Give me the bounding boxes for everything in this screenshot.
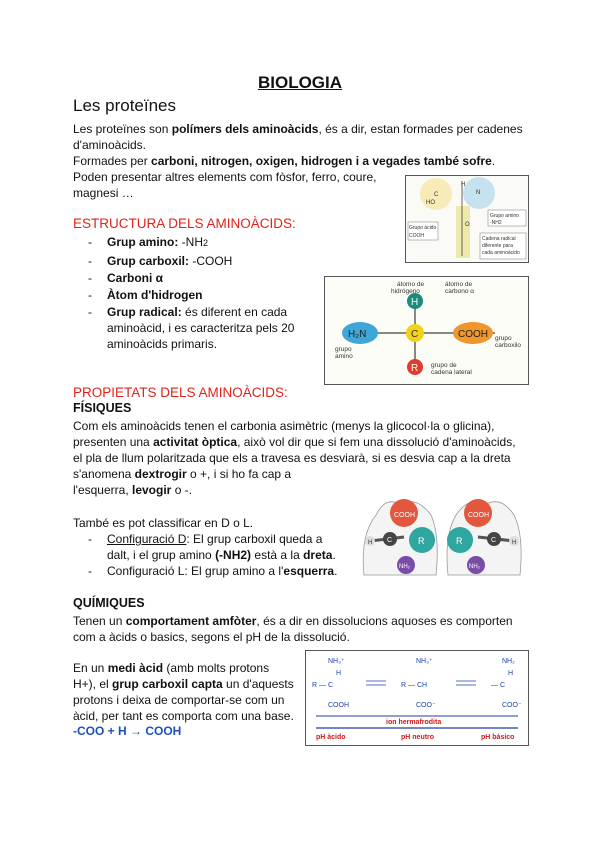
fig-small-label: Grupo ácido [409, 225, 437, 231]
svg-text:hidrógeno: hidrógeno [391, 288, 420, 295]
svg-text:NH₂: NH₂ [399, 564, 410, 570]
structure-list: - Grup amino: -NH2 - Grup carboxil: -COOH - Carboni α - Àtom d'hidrogen - Grup radical: és diferent en cada aminoàcid, i es caracteritza pels 20 aminoàcids primaris. [88, 235, 295, 351]
svg-text:R — C: R — C [312, 682, 333, 689]
chirality-hands-diagram [356, 475, 528, 585]
ph-acid-label: pH àcido [316, 734, 346, 741]
paragraph-fisiques: Com els aminoàcids tenen el carbonia asimètric (menys la glicocol·la o glicina), presenten una activitat òptica, això vol dir que si fem una dissolució d'aminoàcids, el pla de llum polaritzada que els a travesa es desviarà, si es desvia cap a la dreta s'anomena dextrogir o +, i si ho fa cap a l'esquerra, levogir o -. [73, 419, 516, 497]
svg-text:COO⁻: COO⁻ [416, 702, 436, 709]
svg-text:R: R [418, 536, 425, 546]
fig-small-label: diferente para [482, 243, 513, 249]
fig-small-label: HO [426, 200, 435, 206]
heading-propietats: PROPIETATS DELS AMINOÀCIDS: [73, 385, 288, 400]
paragraph-medi-acid: En un medi àcid (amb molts protons H+), el grup carboxil capta un d'aquests protons i deixa de comportar-se com un àcid, per tant es comporta com una base. [73, 661, 294, 723]
svg-text:NH₂: NH₂ [502, 658, 515, 665]
fig-small-label: N [476, 190, 481, 196]
paragraph-dl-intro: També es pot classificar en D o L. [73, 516, 254, 530]
heading-estructura: ESTRUCTURA DELS AMINOÀCIDS: [73, 216, 296, 231]
ph-neutral-label: pH neutro [401, 734, 435, 741]
fig-small-label: cada aminoácido [482, 250, 520, 256]
svg-text:grupo de: grupo de [431, 362, 457, 369]
svg-text:carboxilo: carboxilo [495, 342, 522, 349]
amino-acid-small-diagram [405, 175, 529, 263]
svg-text:C: C [411, 329, 419, 340]
fig-small-label: O [465, 222, 470, 228]
svg-text:H: H [368, 540, 373, 546]
paragraph-quimiques: Tenen un comportament amfòter, és a dir en dissolucions aquoses es comporten com a àcids o basics, segons el pH de la dissolució. [73, 614, 513, 644]
svg-text:NH₂: NH₂ [469, 564, 480, 570]
svg-text:grupo: grupo [495, 335, 512, 342]
fig-small-label: Grupo amino [490, 213, 519, 219]
fig-small-label: C [434, 192, 439, 198]
fig-small-label: H [461, 182, 466, 188]
page-title: BIOLOGIA [257, 73, 343, 92]
configuration-list: - Configuració D: El grup carboxil queda a dalt, i el grup amino (-NH2) està a la dreta. - Configuració L: El grup amino a l'esquerra. [88, 532, 338, 578]
svg-text:NH₃⁺: NH₃⁺ [328, 658, 345, 665]
zwitterion-label: ion hermafrodita [386, 719, 442, 726]
svg-text:R: R [456, 536, 463, 546]
svg-text:NH₃⁺: NH₃⁺ [416, 658, 433, 665]
svg-text:átomo de: átomo de [445, 281, 473, 288]
svg-text:— C: — C [491, 682, 505, 689]
svg-text:H: H [512, 540, 517, 546]
svg-text:COOH: COOH [458, 329, 488, 340]
subheading-fisiques: FÍSIQUES [73, 401, 132, 415]
svg-text:C: C [491, 537, 497, 544]
svg-text:átomo de: átomo de [397, 281, 425, 288]
svg-text:COO⁻: COO⁻ [502, 702, 522, 709]
svg-text:H: H [336, 670, 342, 677]
svg-text:H₂N: H₂N [348, 329, 367, 340]
svg-text:carbono α: carbono α [445, 288, 475, 295]
paragraph-polimers: Les proteïnes son polímers dels aminoàcids, és a dir, estan formades per cadenes d'aminoàcids. [73, 122, 523, 152]
svg-text:R: R [411, 363, 419, 374]
reaction-equation: -COO + H → COOH [73, 724, 182, 738]
fig-small-label: COOH [409, 233, 424, 239]
section-heading-proteines: Les proteïnes [73, 96, 177, 115]
ph-diagram [305, 650, 529, 746]
svg-text:R — CH: R — CH [401, 682, 428, 689]
svg-text:COOH: COOH [394, 512, 415, 519]
fig-small-label: -NH2 [490, 220, 502, 226]
svg-text:C: C [387, 537, 393, 544]
svg-text:amino: amino [335, 353, 353, 360]
amino-acid-structure-diagram [324, 276, 529, 385]
svg-text:H: H [508, 670, 514, 677]
fig-small-label: Cadena radical [482, 236, 516, 242]
svg-text:grupo: grupo [335, 346, 352, 353]
svg-text:COOH: COOH [328, 702, 349, 709]
paragraph-other-elements: Poden presentar altres elements com fòsfor, ferro, coure, magnesi … [73, 170, 377, 200]
ph-basic-label: pH básico [481, 734, 515, 741]
svg-text:H: H [411, 297, 419, 308]
paragraph-elements: Formades per carboni, nitrogen, oxigen, hidrogen i a vegades també sofre. [73, 154, 496, 168]
subheading-quimiques: QUÍMIQUES [73, 596, 145, 610]
svg-text:COOH: COOH [468, 512, 489, 519]
svg-text:cadena lateral: cadena lateral [431, 369, 472, 376]
